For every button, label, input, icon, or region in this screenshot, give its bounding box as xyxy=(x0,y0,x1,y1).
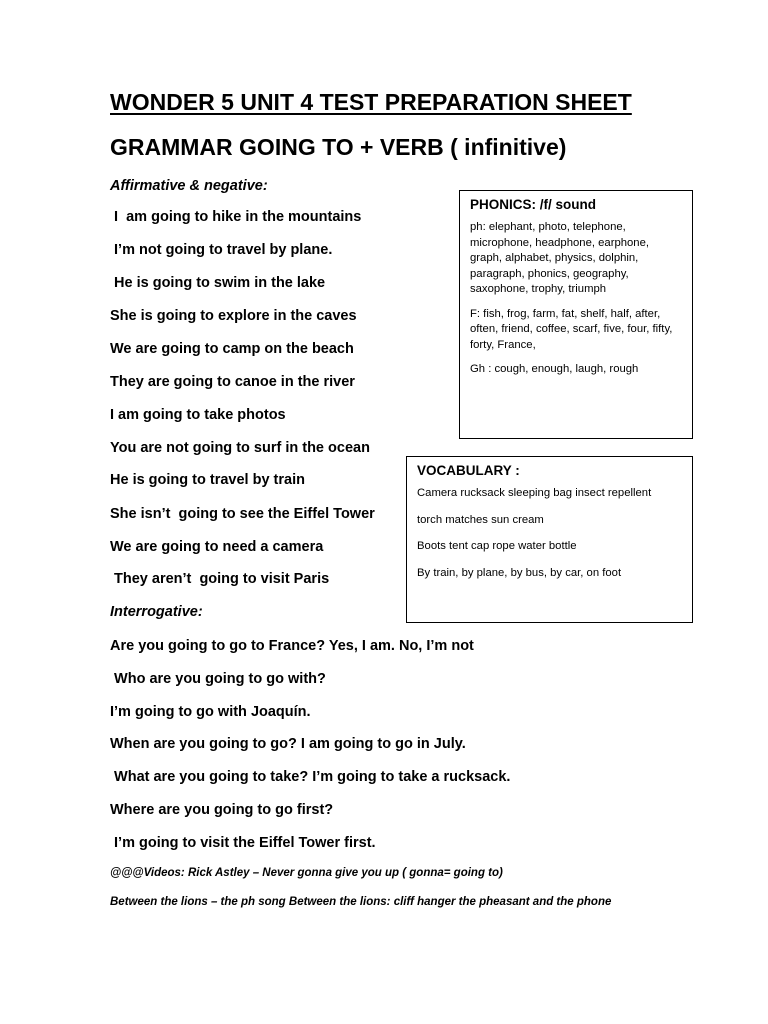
affirmative-line: I am going to hike in the mountains xyxy=(110,209,362,225)
affirmative-line: He is going to travel by train xyxy=(110,472,305,488)
phonics-gh-list: Gh : cough, enough, laugh, rough xyxy=(470,363,639,375)
phonics-ph-list: ph: elephant, photo, telephone, microphone, headphone, earphone, graph, alphabet, physics, dolphin, paragraph, phonics, geography, saxophone, trophy, triumph xyxy=(470,221,650,295)
affirmative-line: They aren’t going to visit Paris xyxy=(110,571,330,587)
videos-note: @@@Videos: Rick Astley – Never gonna give you up ( gonna= going to) xyxy=(110,867,503,879)
affirmative-line: I’m not going to travel by plane. xyxy=(110,242,333,258)
affirmative-line: I am going to take photos xyxy=(110,407,286,423)
interrogative-line: I’m going to visit the Eiffel Tower first. xyxy=(110,835,376,851)
affirmative-line: He is going to swim in the lake xyxy=(110,275,326,291)
affirmative-line: She is going to explore in the caves xyxy=(110,308,357,324)
affirmative-line: They are going to canoe in the river xyxy=(110,374,355,390)
interrogative-line: Are you going to go to France? Yes, I am. No, I’m not xyxy=(110,638,474,654)
grammar-heading: GRAMMAR GOING TO + VERB ( infinitive) xyxy=(110,134,567,160)
vocabulary-box xyxy=(406,456,693,623)
interrogative-line: I’m going to go with Joaquín. xyxy=(110,704,311,720)
interrogative-line: What are you going to take? I’m going to take a rucksack. xyxy=(110,769,511,785)
interrogative-line: Who are you going to go with? xyxy=(110,671,326,687)
songs-note: Between the lions – the ph song Between the lions: cliff hanger the pheasant and the phone xyxy=(110,896,612,908)
affirmative-line: We are going to need a camera xyxy=(110,539,324,555)
affirmative-line: We are going to camp on the beach xyxy=(110,341,354,357)
interrogative-heading: Interrogative: xyxy=(110,604,203,620)
vocabulary-line: Camera rucksack sleeping bag insect repellent xyxy=(417,487,652,499)
affirmative-line: You are not going to surf in the ocean xyxy=(110,440,370,456)
vocabulary-line: Boots tent cap rope water bottle xyxy=(417,540,577,552)
phonics-title: PHONICS: /f/ sound xyxy=(470,197,596,212)
affirmative-line: She isn’t going to see the Eiffel Tower xyxy=(110,506,375,522)
affirmative-heading: Affirmative & negative: xyxy=(110,178,268,194)
vocabulary-line: By train, by plane, by bus, by car, on foot xyxy=(417,566,622,579)
phonics-f-list: F: fish, frog, farm, fat, shelf, half, after, often, friend, coffee, scarf, five, four, fifty, forty, France, xyxy=(470,307,673,351)
phonics-box xyxy=(459,190,693,439)
vocabulary-line: torch matches sun cream xyxy=(417,513,544,526)
page-title: WONDER 5 UNIT 4 TEST PREPARATION SHEET xyxy=(110,89,632,115)
interrogative-line: Where are you going to go first? xyxy=(110,802,334,818)
vocabulary-title: VOCABULARY : xyxy=(417,463,520,478)
interrogative-line: When are you going to go? I am going to go in July. xyxy=(110,736,466,752)
